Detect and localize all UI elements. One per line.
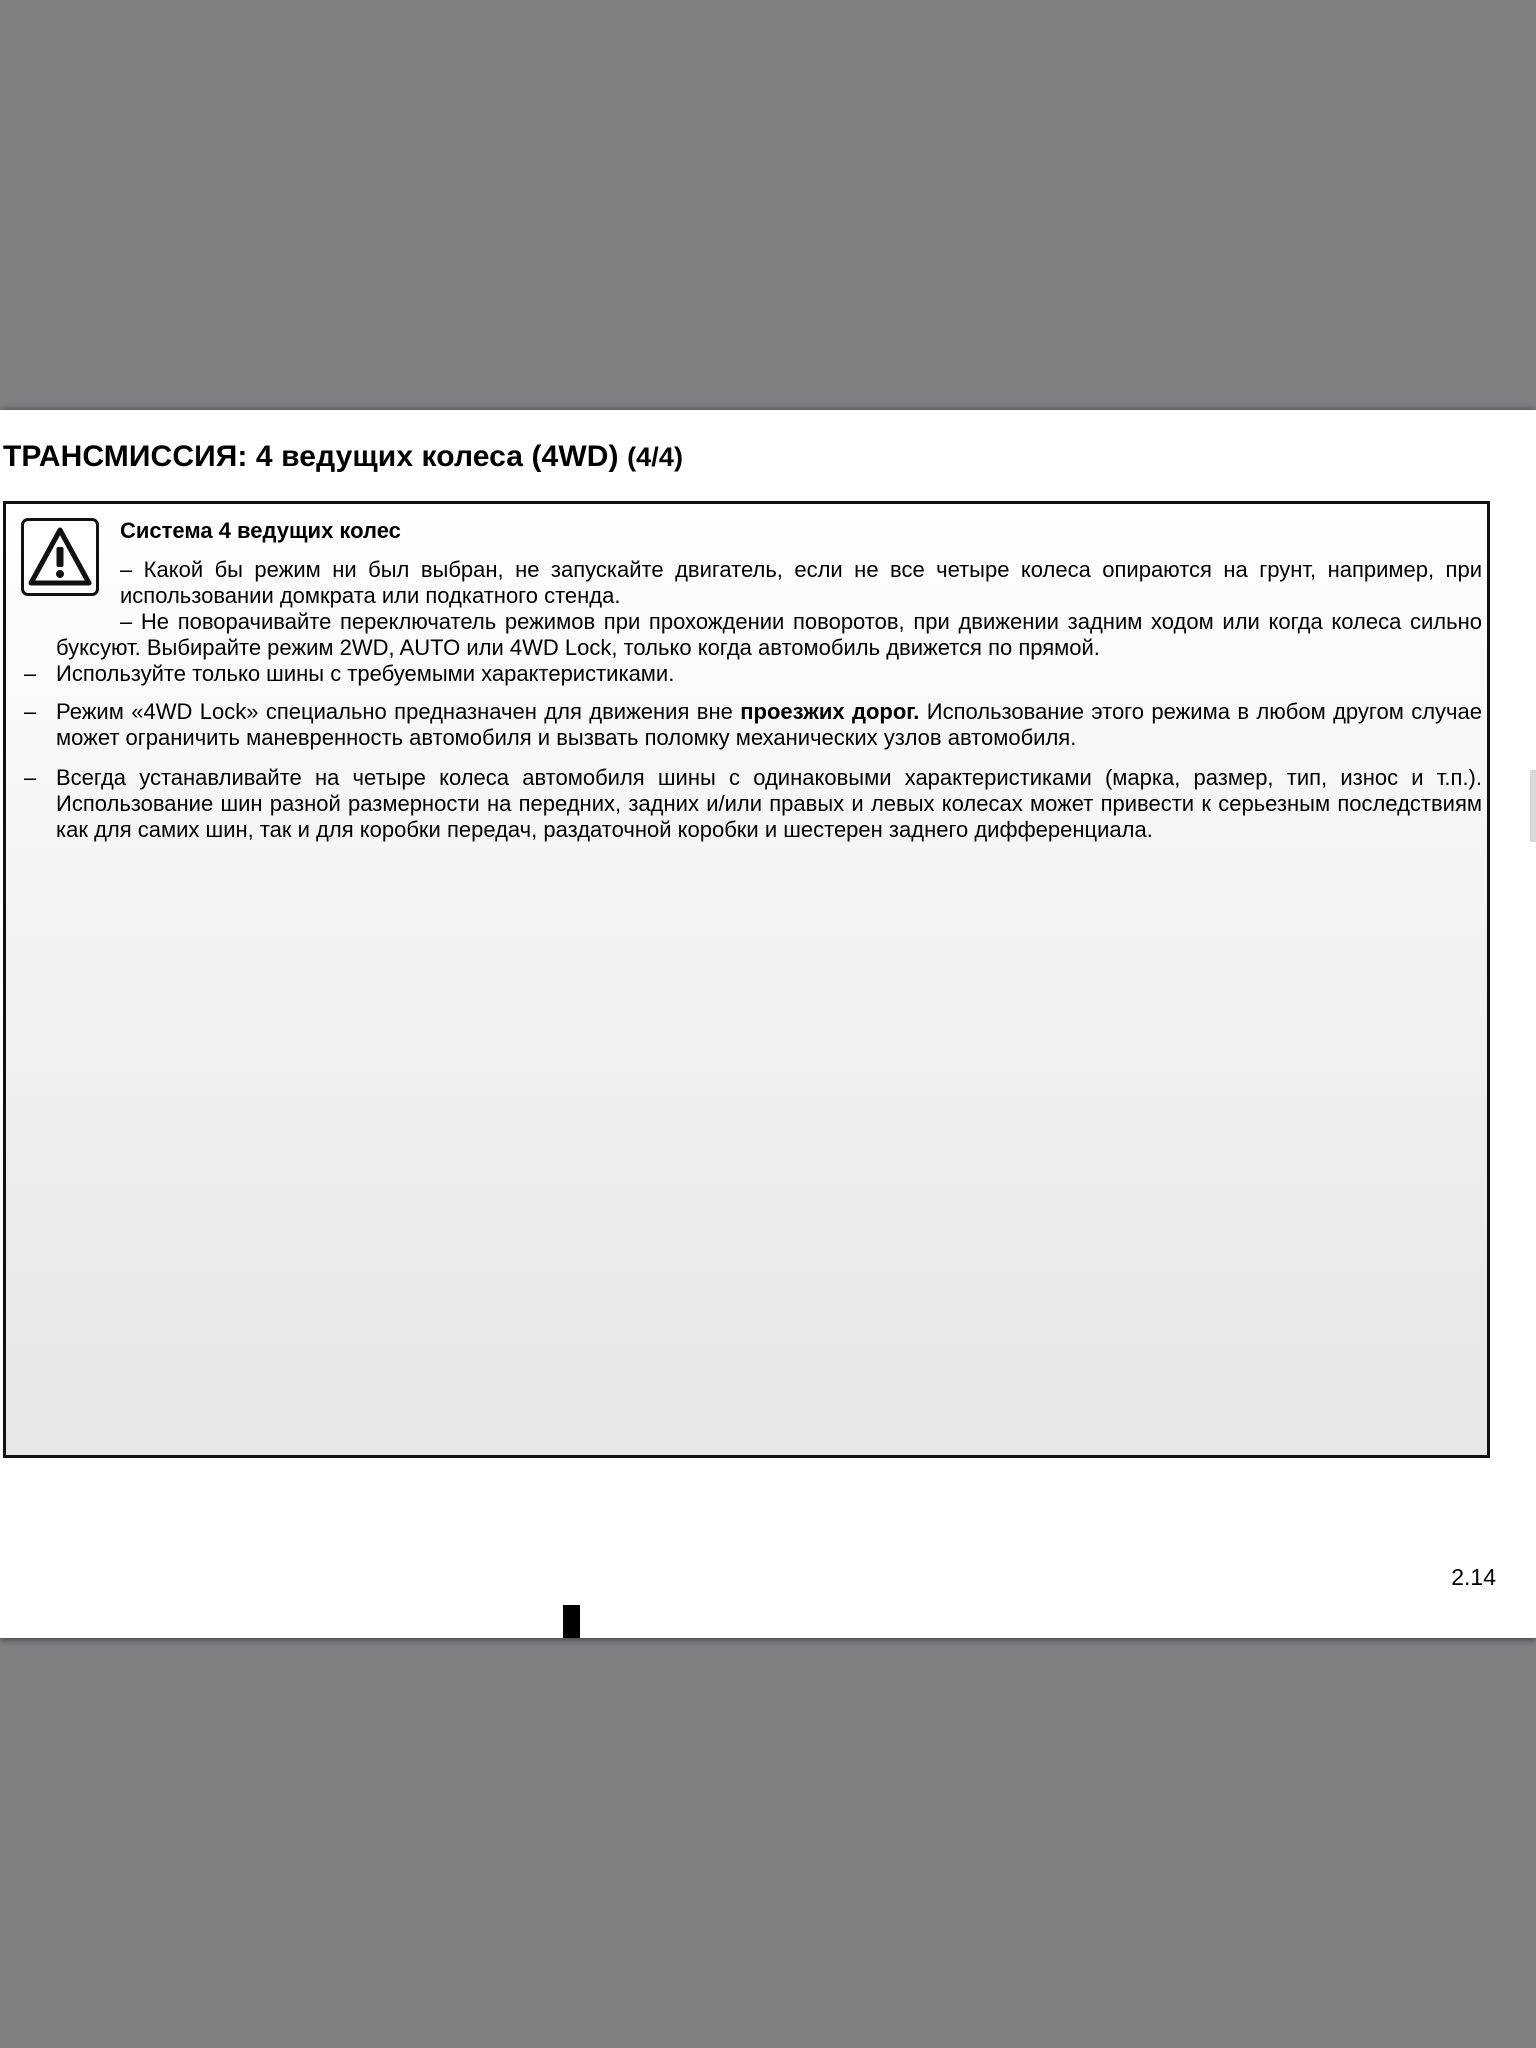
list-item-bold-text: проезжих дорог. — [740, 699, 920, 724]
warning-paragraph-2: – Не поворачивайте переключатель режимов при прохождении поворотов, при движении задним ходом или когда колеса сильно буксуют. Выбирайте режим 2WD, AUTO или 4WD Lock, только когда автомобиль движется по прямой. — [56, 609, 1482, 660]
warning-heading: Система 4 ведущих колес — [120, 518, 401, 543]
list-item-text: Используйте только шины с требуемыми характеристиками. — [56, 661, 675, 686]
list-item-text: Всегда устанавливайте на четыре колеса автомобиля шины с одинаковыми характеристиками (марка, размер, тип, износ и т.п.). Использование шин разной размерности на передних, задних и/или правых и левых колесах может привести к серьезным последствиям как для самих шин, так и для коробки передач, раздаточной коробки и шестерен заднего дифференциала. — [56, 765, 1482, 842]
warning-content — [6, 518, 1482, 843]
page-title — [3, 440, 683, 474]
list-dash: – — [24, 661, 37, 686]
page-number: 2.14 — [1451, 1564, 1496, 1590]
list-dash: – — [24, 699, 37, 724]
list-item-text-part: Использование этого режима в любом другом случае может ограничить маневренность автомобиля и вызвать поломку механических узлов автомобиля. — [56, 699, 1482, 750]
page-edge-tab — [1530, 770, 1536, 842]
list-dash: – — [24, 765, 37, 790]
list-item — [6, 699, 1482, 751]
document-page — [0, 410, 1536, 1638]
page-title-part: (4/4) — [627, 442, 684, 472]
warning-paragraph-1: – Какой бы режим ни был выбран, не запускайте двигатель, если не все четыре колеса опираются на грунт, например, при использовании домкрата или подкатного стенда. — [120, 557, 1482, 608]
page-position-marker — [563, 1605, 580, 1638]
list-item-text-part: Режим «4WD Lock» специально предназначен для движения вне — [56, 699, 741, 724]
page-title-main: ТРАНСМИССИЯ: 4 ведущих колеса (4WD) — [3, 440, 619, 473]
list-item — [6, 661, 1482, 687]
warning-box — [3, 501, 1490, 1458]
list-item — [6, 765, 1482, 843]
